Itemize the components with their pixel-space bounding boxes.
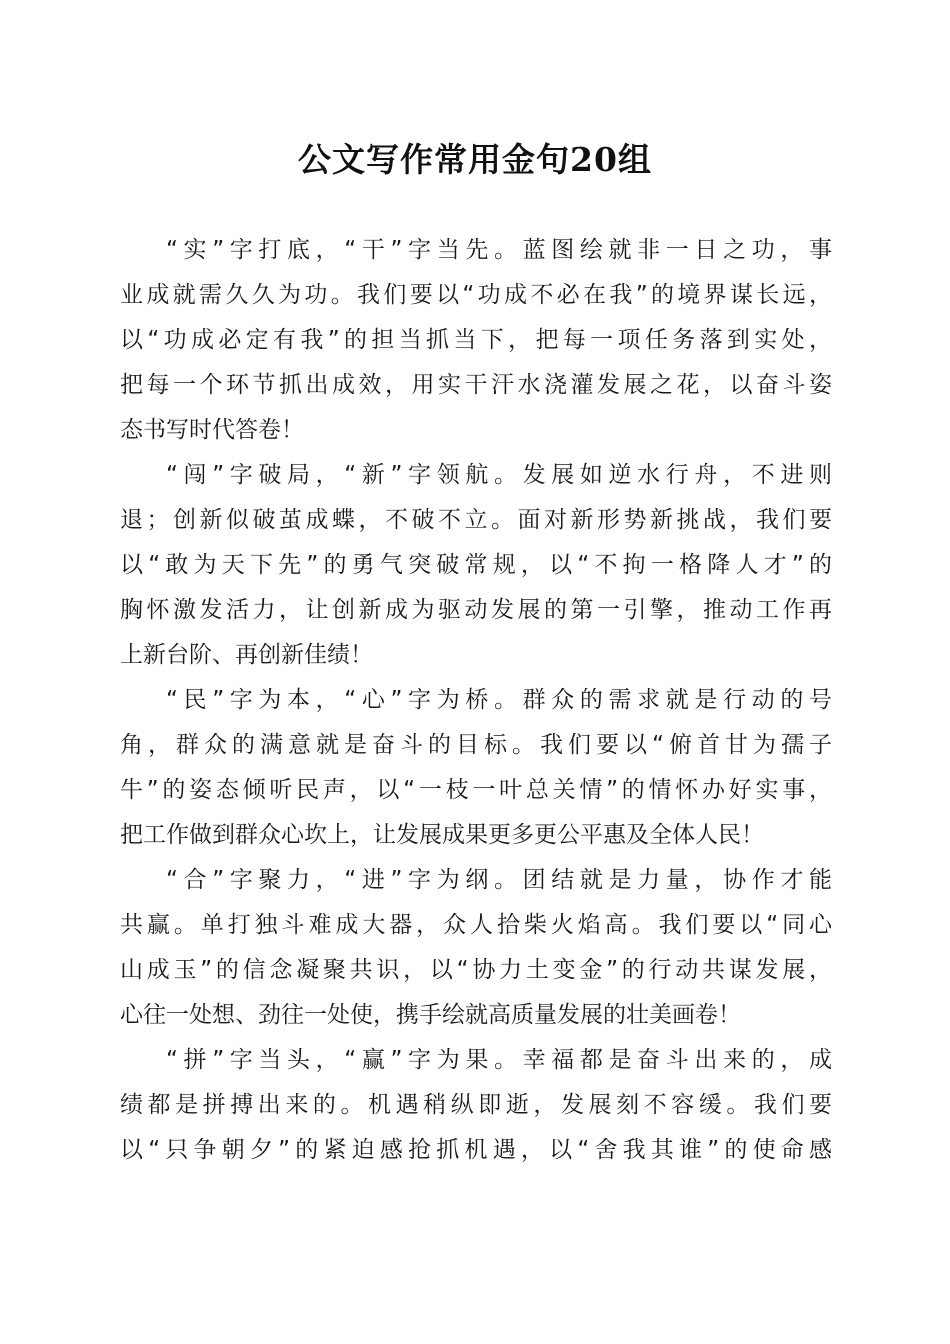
paragraph-4-line-4: 心往一处想、劲往一处使，携手绘就高质量发展的壮美画卷！	[120, 1002, 741, 1028]
paragraph-5-line-3: 以“只争朝夕”的紧迫感抢抓机遇，以“舍我其谁”的使命感	[120, 1137, 832, 1163]
paragraph-3-line-1: “民”字为本，“心”字为桥。群众的需求就是行动的号	[166, 687, 832, 713]
paragraph-2-line-3: 以“敢为天下先”的勇气突破常规，以“不拘一格降人才”的	[120, 552, 832, 578]
document-title: 公文写作常用金句20组	[298, 140, 652, 179]
paragraph-1-line-3: 以“功成必定有我”的担当抓当下，把每一项任务落到实处，	[120, 327, 832, 353]
paragraph-4-line-1: “合”字聚力，“进”字为纲。团结就是力量，协作才能	[166, 867, 832, 893]
paragraph-2-line-1: “闯”字破局，“新”字领航。发展如逆水行舟，不进则	[166, 462, 832, 488]
paragraph-3-line-4: 把工作做到群众心坎上，让发展成果更多更公平惠及全体人民！	[120, 822, 764, 848]
paragraph-5-line-1: “拼”字当头，“赢”字为果。幸福都是奋斗出来的，成	[166, 1047, 832, 1073]
paragraph-5-line-2: 绩都是拼搏出来的。机遇稍纵即逝，发展刻不容缓。我们要	[120, 1092, 832, 1118]
paragraph-1-line-4: 把每一个环节抓出成效，用实干汗水浇灌发展之花，以奋斗姿	[120, 372, 832, 398]
paragraph-2-line-5: 上新台阶、再创新佳绩！	[120, 642, 373, 668]
paragraph-3-line-2: 角，群众的满意就是奋斗的目标。我们要以“俯首甘为孺子	[120, 732, 832, 758]
paragraph-2-line-2: 退；创新似破茧成蝶，不破不立。面对新形势新挑战，我们要	[120, 507, 832, 533]
paragraph-1-line-1: “实”字打底，“干”字当先。蓝图绘就非一日之功，事	[166, 237, 832, 263]
paragraph-2-line-4: 胸怀激发活力，让创新成为驱动发展的第一引擎，推动工作再	[120, 597, 832, 623]
paragraph-1-line-2: 业成就需久久为功。我们要以“功成不必在我”的境界谋长远，	[120, 282, 832, 308]
paragraph-4-line-3: 山成玉”的信念凝聚共识，以“协力土变金”的行动共谋发展，	[120, 957, 832, 983]
paragraph-3-line-3: 牛”的姿态倾听民声，以“一枝一叶总关情”的情怀办好实事，	[120, 777, 832, 803]
document-body	[120, 228, 832, 1173]
paragraph-1-line-5: 态书写时代答卷！	[120, 417, 304, 443]
paragraph-4-line-2: 共赢。单打独斗难成大器，众人拾柴火焰高。我们要以“同心	[120, 912, 832, 938]
